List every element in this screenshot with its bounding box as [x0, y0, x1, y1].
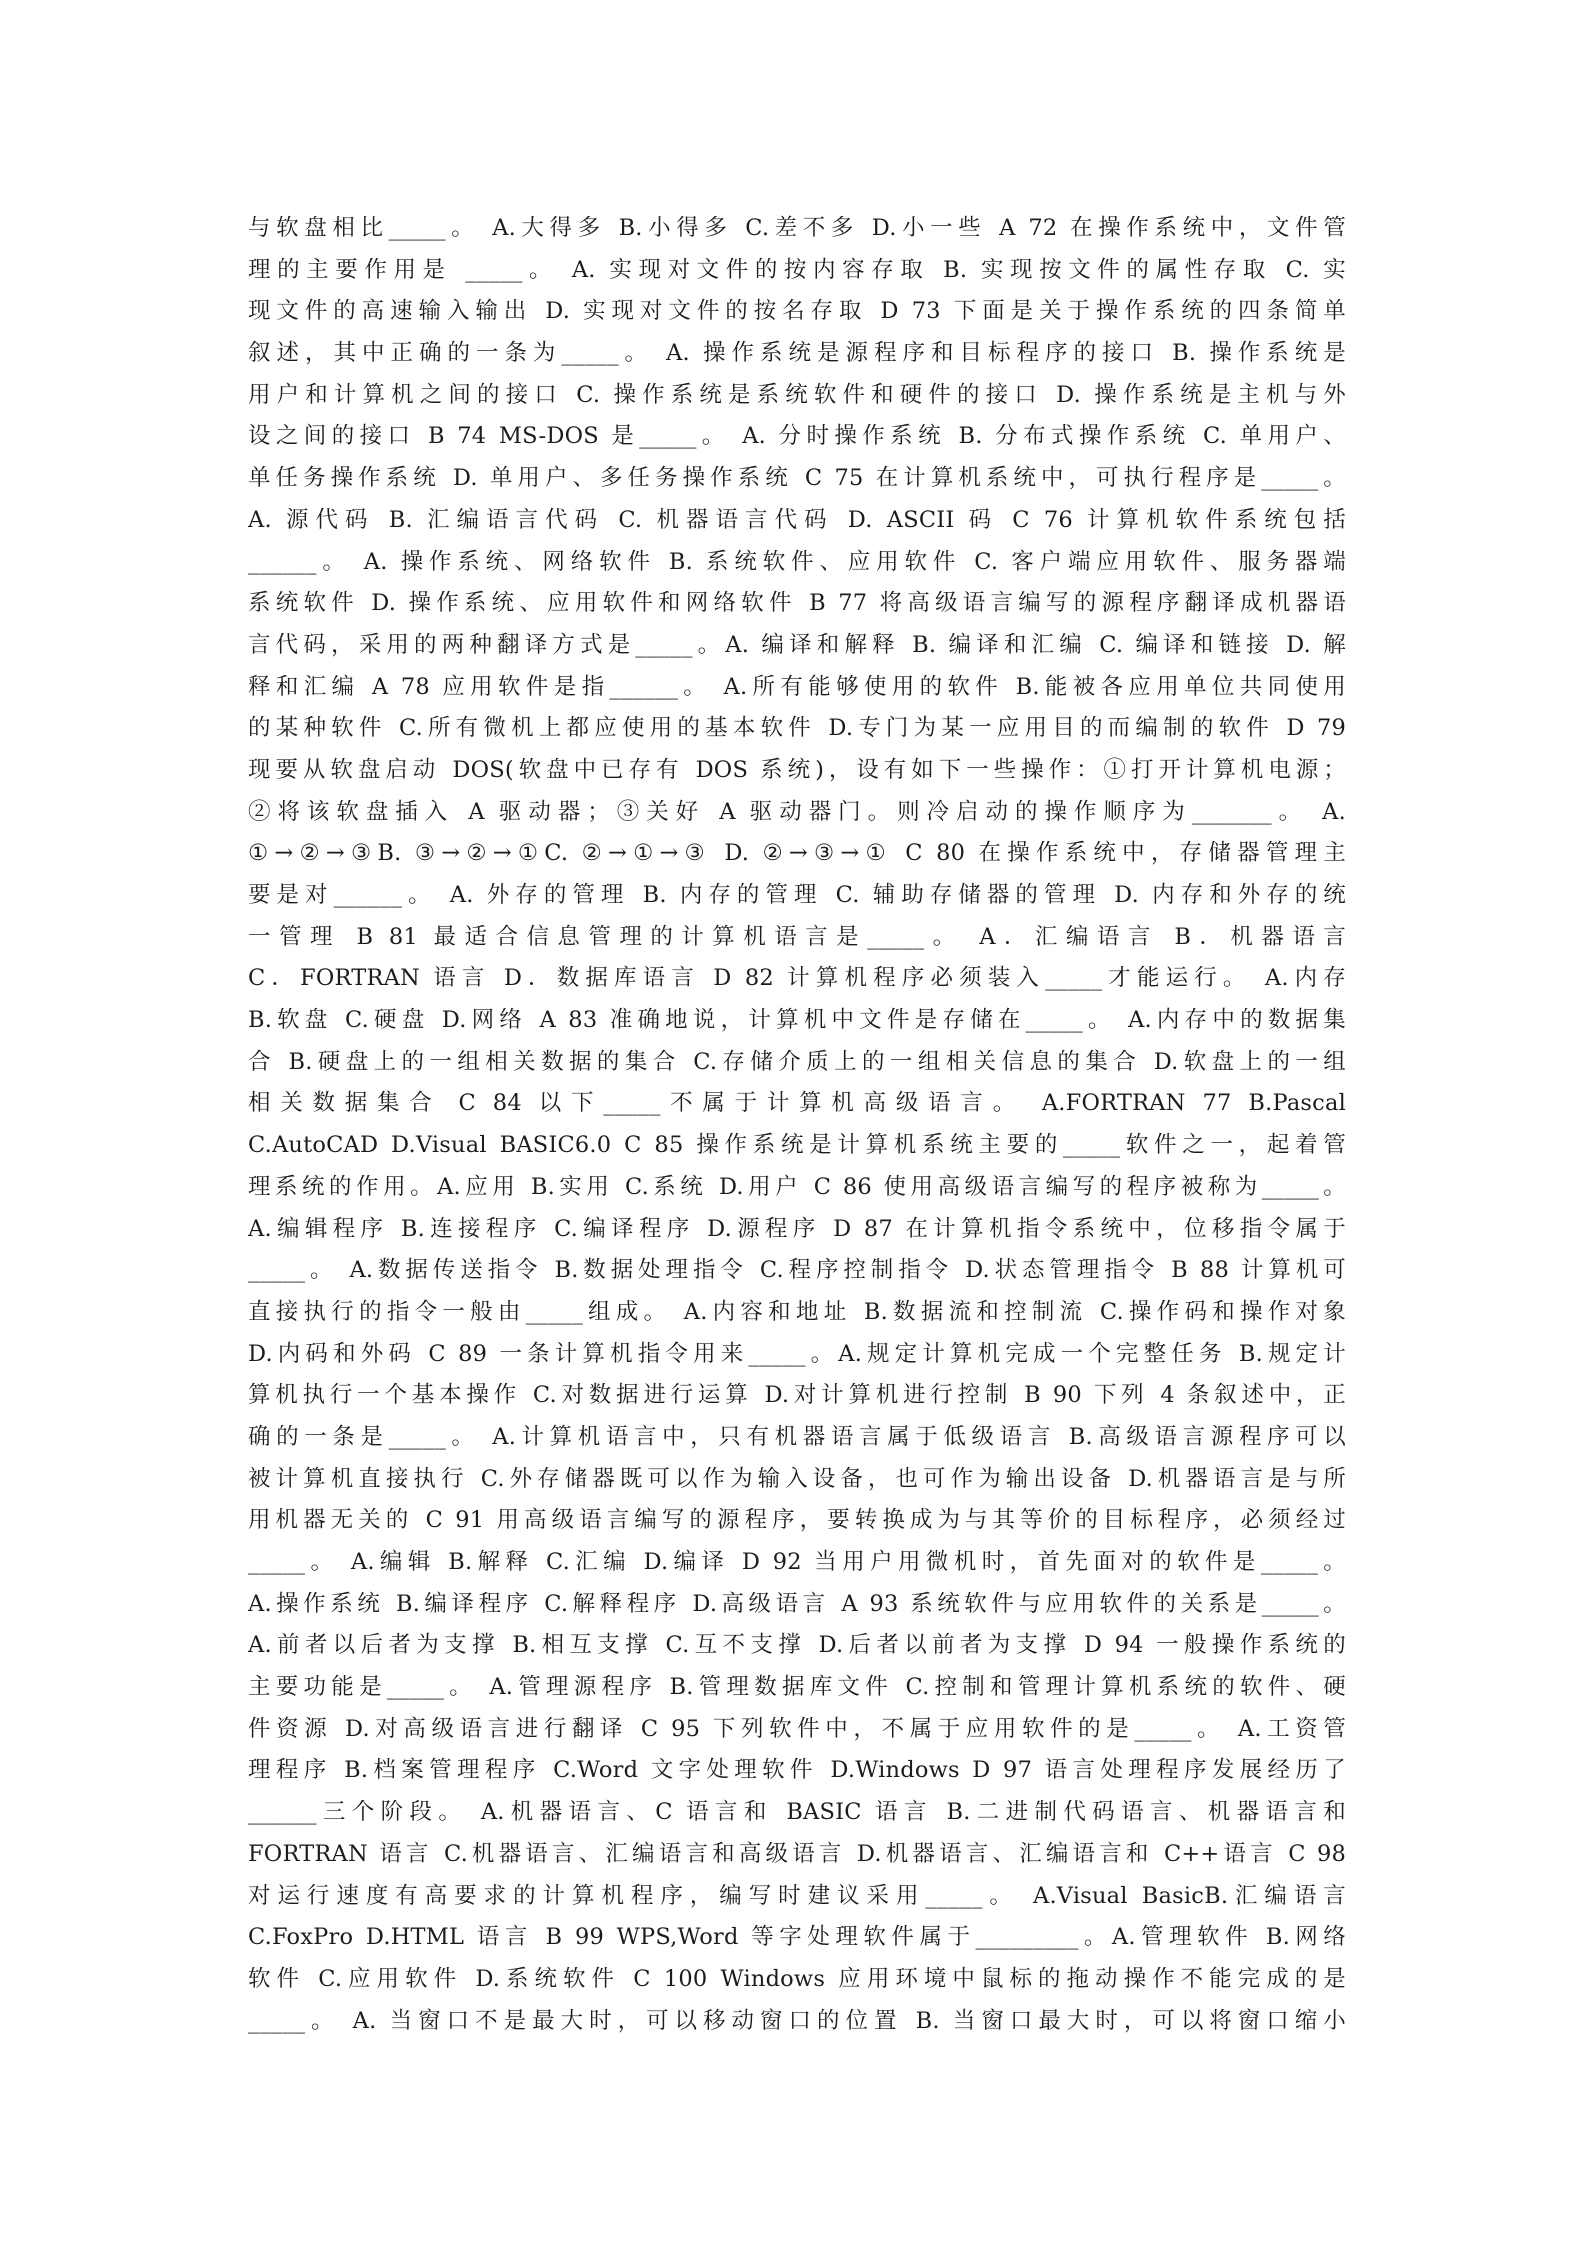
text-line: 理程序 B.档案管理程序 C.Word 文字处理软件 D.Windows D 97 语言处理程序发展经历了	[248, 1757, 1346, 1784]
text-line: 理系统的作用。A.应用 B.实用 C.系统 D.用户 C 86 使用高级语言编写的程序被称为_____。	[248, 1173, 1346, 1200]
text-line: 件资源 D.对高级语言进行翻译 C 95 下列软件中，不属于应用软件的是_____。 A.工资管	[248, 1715, 1346, 1742]
text-line: FORTRAN 语言 C.机器语言、汇编语言和高级语言 D.机器语言、汇编语言和 C++语言 C 98	[248, 1840, 1346, 1867]
text-line: 设之间的接口 B 74 MS-DOS 是_____。 A. 分时操作系统 B. 分布式操作系统 C. 单用户、	[248, 423, 1346, 450]
text-line: 言代码，采用的两种翻译方式是_____。A. 编译和解释 B. 编译和汇编 C. 编译和链接 D. 解	[248, 631, 1346, 658]
text-line: 主要功能是_____。 A.管理源程序 B.管理数据库文件 C.控制和管理计算机系统的软件、硬	[248, 1674, 1346, 1701]
text-line: C.FoxPro D.HTML 语言 B 99 WPS,Word 等字处理软件属于_________。A.管理软件 B.网络	[248, 1924, 1346, 1951]
text-line: _____。 A.数据传送指令 B.数据处理指令 C.程序控制指令 D.状态管理指令 B 88 计算机可	[248, 1257, 1346, 1284]
text-line: 现要从软盘启动 DOS(软盘中已存有 DOS 系统)，设有如下一些操作：①打开计算机电源；	[248, 756, 1346, 783]
text-line: 一管理 B 81 最适合信息管理的计算机语言是_____。 A．汇编语言 B．机器语言	[248, 923, 1346, 950]
text-line: 理的主要作用是 _____。 A. 实现对文件的按内容存取 B. 实现按文件的属性存取 C. 实	[248, 256, 1346, 283]
text-line: C.AutoCAD D.Visual BASIC6.0 C 85 操作系统是计算机系统主要的_____软件之一，起着管	[248, 1132, 1346, 1159]
text-line: 合 B.硬盘上的一组相关数据的集合 C.存储介质上的一组相关信息的集合 D.软盘上的一组	[248, 1048, 1346, 1075]
text-line: C．FORTRAN 语言 D．数据库语言 D 82 计算机程序必须装入_____才能运行。 A.内存	[248, 965, 1346, 992]
text-line: 用户和计算机之间的接口 C. 操作系统是系统软件和硬件的接口 D. 操作系统是主机与外	[248, 381, 1346, 408]
text-line: A. 源代码 B. 汇编语言代码 C. 机器语言代码 D. ASCII 码 C 76 计算机软件系统包括	[248, 506, 1346, 533]
text-line: _____。 A.编辑 B.解释 C.汇编 D.编译 D 92 当用户用微机时，首先面对的软件是_____。	[248, 1549, 1346, 1575]
text-line: A.操作系统 B.编译程序 C.解释程序 D.高级语言 A 93 系统软件与应用软件的关系是_____。	[248, 1590, 1346, 1617]
text-line: A.编辑程序 B.连接程序 C.编译程序 D.源程序 D 87 在计算机指令系统中，位移指令属于	[248, 1215, 1346, 1242]
text-line: B.软盘 C.硬盘 D.网络 A 83 准确地说，计算机中文件是存储在_____。 A.内存中的数据集	[248, 1007, 1346, 1034]
text-line: 的某种软件 C.所有微机上都应使用的基本软件 D.专门为某一应用目的而编制的软件 D 79	[248, 715, 1346, 742]
text-line: 直接执行的指令一般由_____组成。 A.内容和地址 B.数据流和控制流 C.操作码和操作对象	[248, 1298, 1346, 1325]
text-line: 对运行速度有高要求的计算机程序，编写时建议采用_____。 A.Visual BasicB.汇编语言	[248, 1882, 1346, 1909]
text-line: 叙述，其中正确的一条为_____。 A. 操作系统是源程序和目标程序的接口 B. 操作系统是	[248, 340, 1346, 367]
text-line: 相关数据集合 C 84 以下_____不属于计算机高级语言。 A.FORTRAN 77 B.Pascal	[248, 1090, 1346, 1117]
text-line: ②将该软盘插入 A 驱动器；③关好 A 驱动器门。则冷启动的操作顺序为_______。 A.	[248, 798, 1346, 825]
text-line: 系统软件 D. 操作系统、应用软件和网络软件 B 77 将高级语言编写的源程序翻译成机器语	[248, 590, 1346, 617]
text-line: _____。 A. 当窗口不是最大时，可以移动窗口的位置 B. 当窗口最大时，可以将窗口缩小	[248, 2007, 1346, 2034]
text-line: 释和汇编 A 78 应用软件是指______。 A.所有能够使用的软件 B.能被各应用单位共同使用	[248, 673, 1346, 700]
question-text-block	[248, 208, 1346, 2042]
text-line: 现文件的高速输入输出 D. 实现对文件的按名存取 D 73 下面是关于操作系统的四条简单	[248, 298, 1346, 325]
text-line: ______三个阶段。 A.机器语言、C 语言和 BASIC 语言 B.二进制代码语言、机器语言和	[248, 1799, 1346, 1826]
text-line: 算机执行一个基本操作 C.对数据进行运算 D.对计算机进行控制 B 90 下列 4 条叙述中，正	[248, 1382, 1346, 1409]
text-line: 软件 C.应用软件 D.系统软件 C 100 Windows 应用环境中鼠标的拖动操作不能完成的是	[248, 1965, 1346, 1992]
text-line: 要是对______。 A. 外存的管理 B. 内存的管理 C. 辅助存储器的管理 D. 内存和外存的统	[248, 882, 1346, 908]
text-line: ①→②→③B. ③→②→①C. ②→①→③ D. ②→③→① C 80 在操作系统中，存储器管理主	[248, 840, 1346, 867]
text-line: 确的一条是_____。 A.计算机语言中，只有机器语言属于低级语言 B.高级语言源程序可以	[248, 1423, 1346, 1450]
text-line: A.前者以后者为支撑 B.相互支撑 C.互不支撑 D.后者以前者为支撑 D 94 一般操作系统的	[248, 1632, 1346, 1659]
text-line: 被计算机直接执行 C.外存储器既可以作为输入设备，也可作为输出设备 D.机器语言是与所	[248, 1465, 1346, 1492]
text-line: 与软盘相比_____。 A.大得多 B.小得多 C.差不多 D.小一些 A 72 在操作系统中，文件管	[248, 215, 1346, 241]
text-line: D.内码和外码 C 89 一条计算机指令用来_____。A.规定计算机完成一个完整任务 B.规定计	[248, 1340, 1346, 1367]
text-line: 用机器无关的 C 91 用高级语言编写的源程序，要转换成为与其等价的目标程序，必须经过	[248, 1507, 1346, 1534]
text-line: ______。 A. 操作系统、网络软件 B. 系统软件、应用软件 C. 客户端应用软件、服务器端	[248, 548, 1346, 575]
text-line: 单任务操作系统 D. 单用户、多任务操作系统 C 75 在计算机系统中，可执行程序是_____。	[248, 465, 1346, 492]
